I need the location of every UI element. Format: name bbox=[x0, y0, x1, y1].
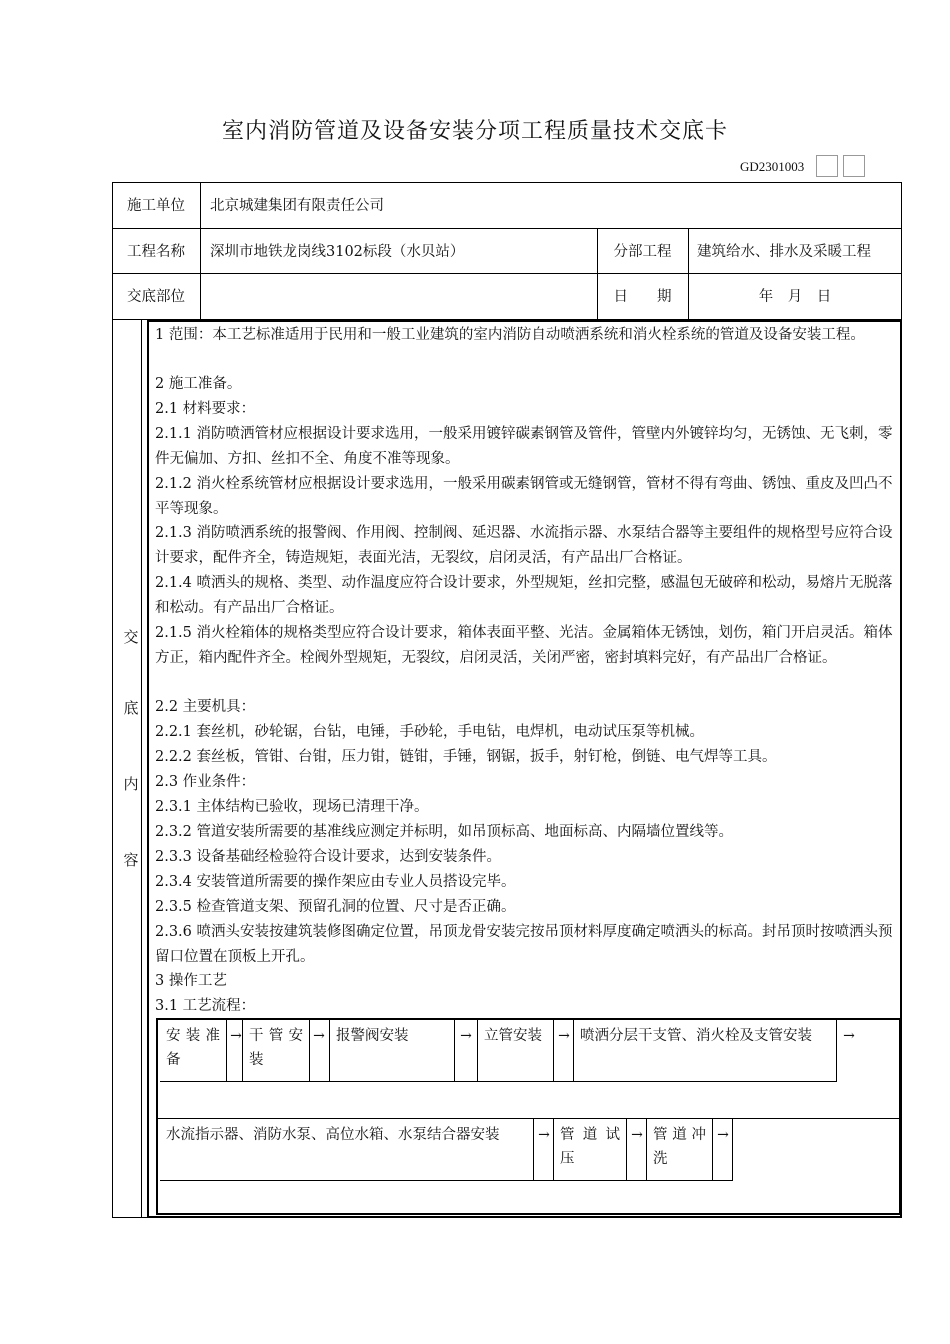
flow-arrow-5: → bbox=[843, 1028, 855, 1044]
flow-arrow-1: → bbox=[230, 1028, 242, 1044]
construction-unit-label: 施工单位 bbox=[127, 198, 185, 214]
para-process-flow: 3.1 工艺流程： bbox=[155, 998, 256, 1014]
flow-step-flow-indicator: 水流指示器、消防水泵、高位水箱、水泵结合器安装 bbox=[160, 1119, 534, 1181]
flow-arrow-6: → bbox=[538, 1127, 550, 1143]
flow-step-main-pipe: 干 管 安 装 bbox=[243, 1020, 310, 1082]
project-name-value: 深圳市地铁龙岗线3102标段（水贝站） bbox=[210, 244, 465, 260]
para-2-3-5: 2.3.5 检查管道支架、预留孔洞的位置、尺寸是否正确。 bbox=[155, 899, 516, 915]
side-label-char-2: 底 bbox=[123, 699, 139, 717]
para-2-1-3: 2.1.3 消防喷洒系统的报警阀、作用阀、控制阀、延迟器、水流指示器、水泵结合器等主要组件的规格型号应符合设计要求，配件齐全，铸造规矩，表面光洁，无裂纹，启闭灵活，有产品出厂合格证。 bbox=[155, 525, 893, 566]
document-code: GD2301003 bbox=[740, 159, 805, 174]
para-2-3-4: 2.3.4 安装管道所需要的操作架应由专业人员搭设完毕。 bbox=[155, 874, 516, 890]
project-name-label: 工程名称 bbox=[127, 244, 185, 260]
para-operation: 3 操作工艺 bbox=[155, 973, 227, 989]
para-conditions: 2.3 作业条件： bbox=[155, 774, 256, 790]
flow-step-prepare: 安 装 准 备 bbox=[160, 1020, 227, 1082]
flow-spacer-row-2 bbox=[158, 1181, 899, 1213]
flow-arrow-8: → bbox=[717, 1127, 729, 1143]
para-2-1-2: 2.1.2 消火栓系统管材应根据设计要求选用，一般采用碳素钢管或无缝钢管，管材不得有弯曲、锈蚀、重皮及凹凸不平等现象。 bbox=[155, 476, 893, 517]
flow-arrow-3: → bbox=[460, 1028, 472, 1044]
para-2-2-1: 2.2.1 套丝机，砂轮锯，台钻，电锤，手砂轮，手电钻，电焊机，电动试压泵等机械。 bbox=[155, 724, 705, 740]
code-box-2 bbox=[843, 155, 865, 177]
para-2-3-6: 2.3.6 喷洒头安装按建筑装修图确定位置，吊顶龙骨安装完按吊顶材料厚度确定喷洒头的标高。封吊顶时按喷洒头预留口位置在顶板上开孔。 bbox=[155, 924, 893, 965]
para-materials: 2.1 材料要求： bbox=[155, 401, 256, 417]
side-label-char-4: 容 bbox=[123, 851, 139, 869]
sub-project-label: 分部工程 bbox=[613, 244, 672, 260]
para-2-2-2: 2.2.2 套丝板，管钳、台钳，压力钳，链钳，手锤，钢锯，扳手，射钉枪，倒链、电气焊等工具。 bbox=[155, 749, 777, 765]
construction-unit-value: 北京城建集团有限责任公司 bbox=[210, 198, 384, 214]
code-box-1 bbox=[816, 155, 838, 177]
flow-gap-1 bbox=[227, 1020, 243, 1082]
para-2-1-5: 2.1.5 消火栓箱体的规格类型应符合设计要求，箱体表面平整、光洁。金属箱体无锈蚀，划伤，箱门开启灵活。箱体方正，箱内配件齐全。栓阀外型规矩，无裂纹，启闭灵活，关闭严密，密封填料完好，有产品出厂合格证。 bbox=[155, 625, 893, 666]
para-2-3-1: 2.3.1 主体结构已验收，现场已清理干净。 bbox=[155, 799, 429, 815]
date-value: 年 月 日 bbox=[758, 289, 832, 305]
flow-step-flushing: 管 道 冲 洗 bbox=[647, 1119, 713, 1181]
sub-project-value: 建筑给水、排水及采暖工程 bbox=[697, 244, 871, 260]
process-flow-diagram bbox=[156, 1018, 901, 1215]
para-2-3-3: 2.3.3 设备基础经检验符合设计要求，达到安装条件。 bbox=[155, 849, 502, 865]
para-2-1-1: 2.1.1 消防喷洒管材应根据设计要求选用，一般采用镀锌碳素钢管及管件，管壁内外镀锌均匀，无锈蚀、无飞刺，零件无偏加、方扣、丝扣不全、角度不准等现象。 bbox=[155, 426, 893, 467]
flow-spacer-row-1 bbox=[158, 1082, 899, 1119]
side-label-char-1: 交 bbox=[123, 628, 139, 646]
date-label: 日 期 bbox=[613, 289, 672, 305]
flow-arrow-7: → bbox=[631, 1127, 643, 1143]
page-title: 室内消防管道及设备安装分项工程质量技术交底卡 bbox=[221, 119, 728, 144]
para-2-1-4: 2.1.4 喷洒头的规格、类型、动作温度应符合设计要求，外型规矩，丝扣完整，感温包无破碎和松动，易熔片无脱落和松动。有产品出厂合格证。 bbox=[155, 575, 893, 616]
flow-arrow-4: → bbox=[558, 1028, 570, 1044]
para-scope: 1 范围：本工艺标准适用于民用和一般工业建筑的室内消防自动喷洒系统和消火栓系统的管道及设备安装工程。 bbox=[155, 327, 865, 343]
document-code-area bbox=[700, 155, 870, 177]
side-label-char-3: 内 bbox=[123, 775, 139, 793]
para-preparation: 2 施工准备。 bbox=[155, 376, 242, 392]
para-tools: 2.2 主要机具： bbox=[155, 699, 256, 715]
handover-part-label: 交底部位 bbox=[127, 289, 185, 305]
flow-step-pressure-test: 管 道 试 压 bbox=[554, 1119, 627, 1181]
flow-arrow-2: → bbox=[313, 1028, 325, 1044]
flow-step-alarm-valve: 报警阀安装 bbox=[330, 1020, 455, 1082]
flow-step-sprinkler-branches: 喷洒分层干支管、消火栓及支管安装 bbox=[574, 1020, 837, 1082]
flow-step-riser: 立管安装 bbox=[478, 1020, 554, 1082]
para-2-3-2: 2.3.2 管道安装所需要的基准线应测定并标明，如吊顶标高、地面标高、内隔墙位置线等。 bbox=[155, 824, 733, 840]
